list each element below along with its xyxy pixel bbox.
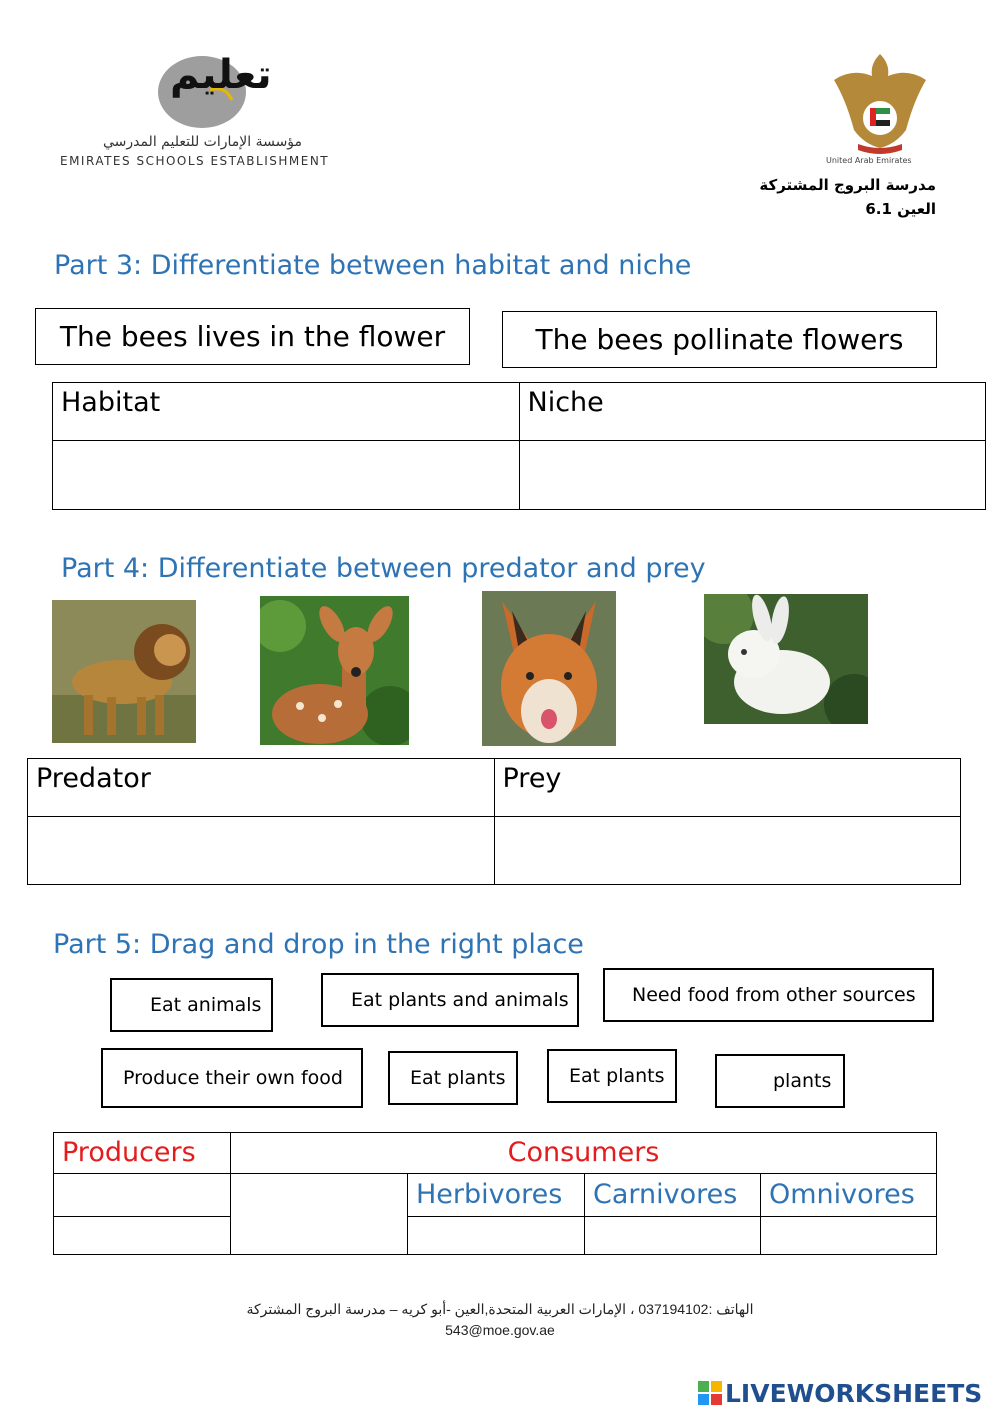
part4-title: Part 4: Differentiate between predator and prey — [61, 553, 706, 584]
producers-drop-zone-1[interactable] — [54, 1174, 231, 1217]
deer-photo — [260, 596, 409, 745]
predator-drop-zone[interactable] — [28, 817, 495, 885]
omnivores-drop-zone[interactable] — [761, 1217, 937, 1255]
rabbit-image — [704, 594, 868, 724]
carnivores-drop-zone[interactable] — [585, 1217, 761, 1255]
ese-arabic-name: مؤسسة الإمارات للتعليم المدرسي — [102, 134, 303, 150]
herbivores-header: Herbivores — [408, 1174, 585, 1217]
liveworksheets-wordmark: LIVEWORKSHEETS — [725, 1378, 983, 1408]
school-name: مدرسة البروج المشتركة — [759, 176, 936, 194]
lion-image — [52, 600, 196, 743]
uae-emblem — [826, 48, 930, 168]
classification-table — [53, 1132, 937, 1255]
habitat-niche-table — [52, 382, 986, 510]
prey-header: Prey — [494, 759, 961, 817]
falcon-emblem-icon — [830, 48, 930, 158]
part3-title: Part 3: Differentiate between habitat and niche — [54, 250, 692, 281]
ese-logo — [60, 50, 360, 175]
consumers-header: Consumers — [231, 1133, 937, 1174]
draggable-card-bees-live[interactable]: The bees lives in the flower — [35, 308, 470, 365]
producers-header: Producers — [54, 1133, 231, 1174]
predator-header: Predator — [28, 759, 495, 817]
niche-header: Niche — [519, 383, 986, 441]
habitat-header: Habitat — [53, 383, 520, 441]
draggable-card-plants[interactable]: plants — [715, 1054, 845, 1108]
draggable-card-eat-plants-1[interactable]: Eat plants — [388, 1051, 518, 1105]
draggable-card-eat-plants-2[interactable]: Eat plants — [547, 1049, 677, 1103]
uae-emblem-caption: United Arab Emirates — [826, 156, 912, 165]
producers-drop-zone-2[interactable] — [54, 1217, 231, 1255]
niche-drop-zone[interactable] — [519, 441, 986, 510]
draggable-card-bees-pollinate[interactable]: The bees pollinate flowers — [502, 311, 937, 368]
ese-english-name: EMIRATES SCHOOLS ESTABLISHMENT — [60, 154, 330, 168]
habitat-drop-zone[interactable] — [53, 441, 520, 510]
ese-arabic-wordmark: تعليم — [170, 52, 272, 98]
draggable-card-eat-animals[interactable]: Eat animals — [110, 978, 273, 1032]
liveworksheets-brand — [698, 1378, 982, 1408]
class-line: العين 6.1 — [865, 200, 936, 218]
fox-photo — [482, 591, 616, 746]
rabbit-photo — [704, 594, 868, 724]
herbivores-drop-zone[interactable] — [408, 1217, 585, 1255]
prey-drop-zone[interactable] — [494, 817, 961, 885]
predator-prey-table — [27, 758, 961, 885]
consumers-drop-zone[interactable] — [231, 1174, 408, 1255]
fox-image — [482, 591, 616, 746]
draggable-card-eat-plants-and-animals[interactable]: Eat plants and animals — [321, 973, 579, 1027]
carnivores-header: Carnivores — [585, 1174, 761, 1217]
draggable-card-produce-own-food[interactable]: Produce their own food — [101, 1048, 363, 1108]
draggable-card-need-food[interactable]: Need food from other sources — [603, 968, 934, 1022]
omnivores-header: Omnivores — [761, 1174, 937, 1217]
footer-email: 543@moe.gov.ae — [445, 1322, 555, 1338]
deer-image — [260, 596, 409, 745]
footer-contact: الهاتف :037194102 ، الإمارات العربية المتحدة,العين -أبو كريه – مدرسة البروج المشتركة — [246, 1301, 754, 1317]
lion-photo — [52, 600, 196, 743]
liveworksheets-logo-icon — [698, 1381, 722, 1405]
part5-title: Part 5: Drag and drop in the right place — [53, 929, 584, 960]
